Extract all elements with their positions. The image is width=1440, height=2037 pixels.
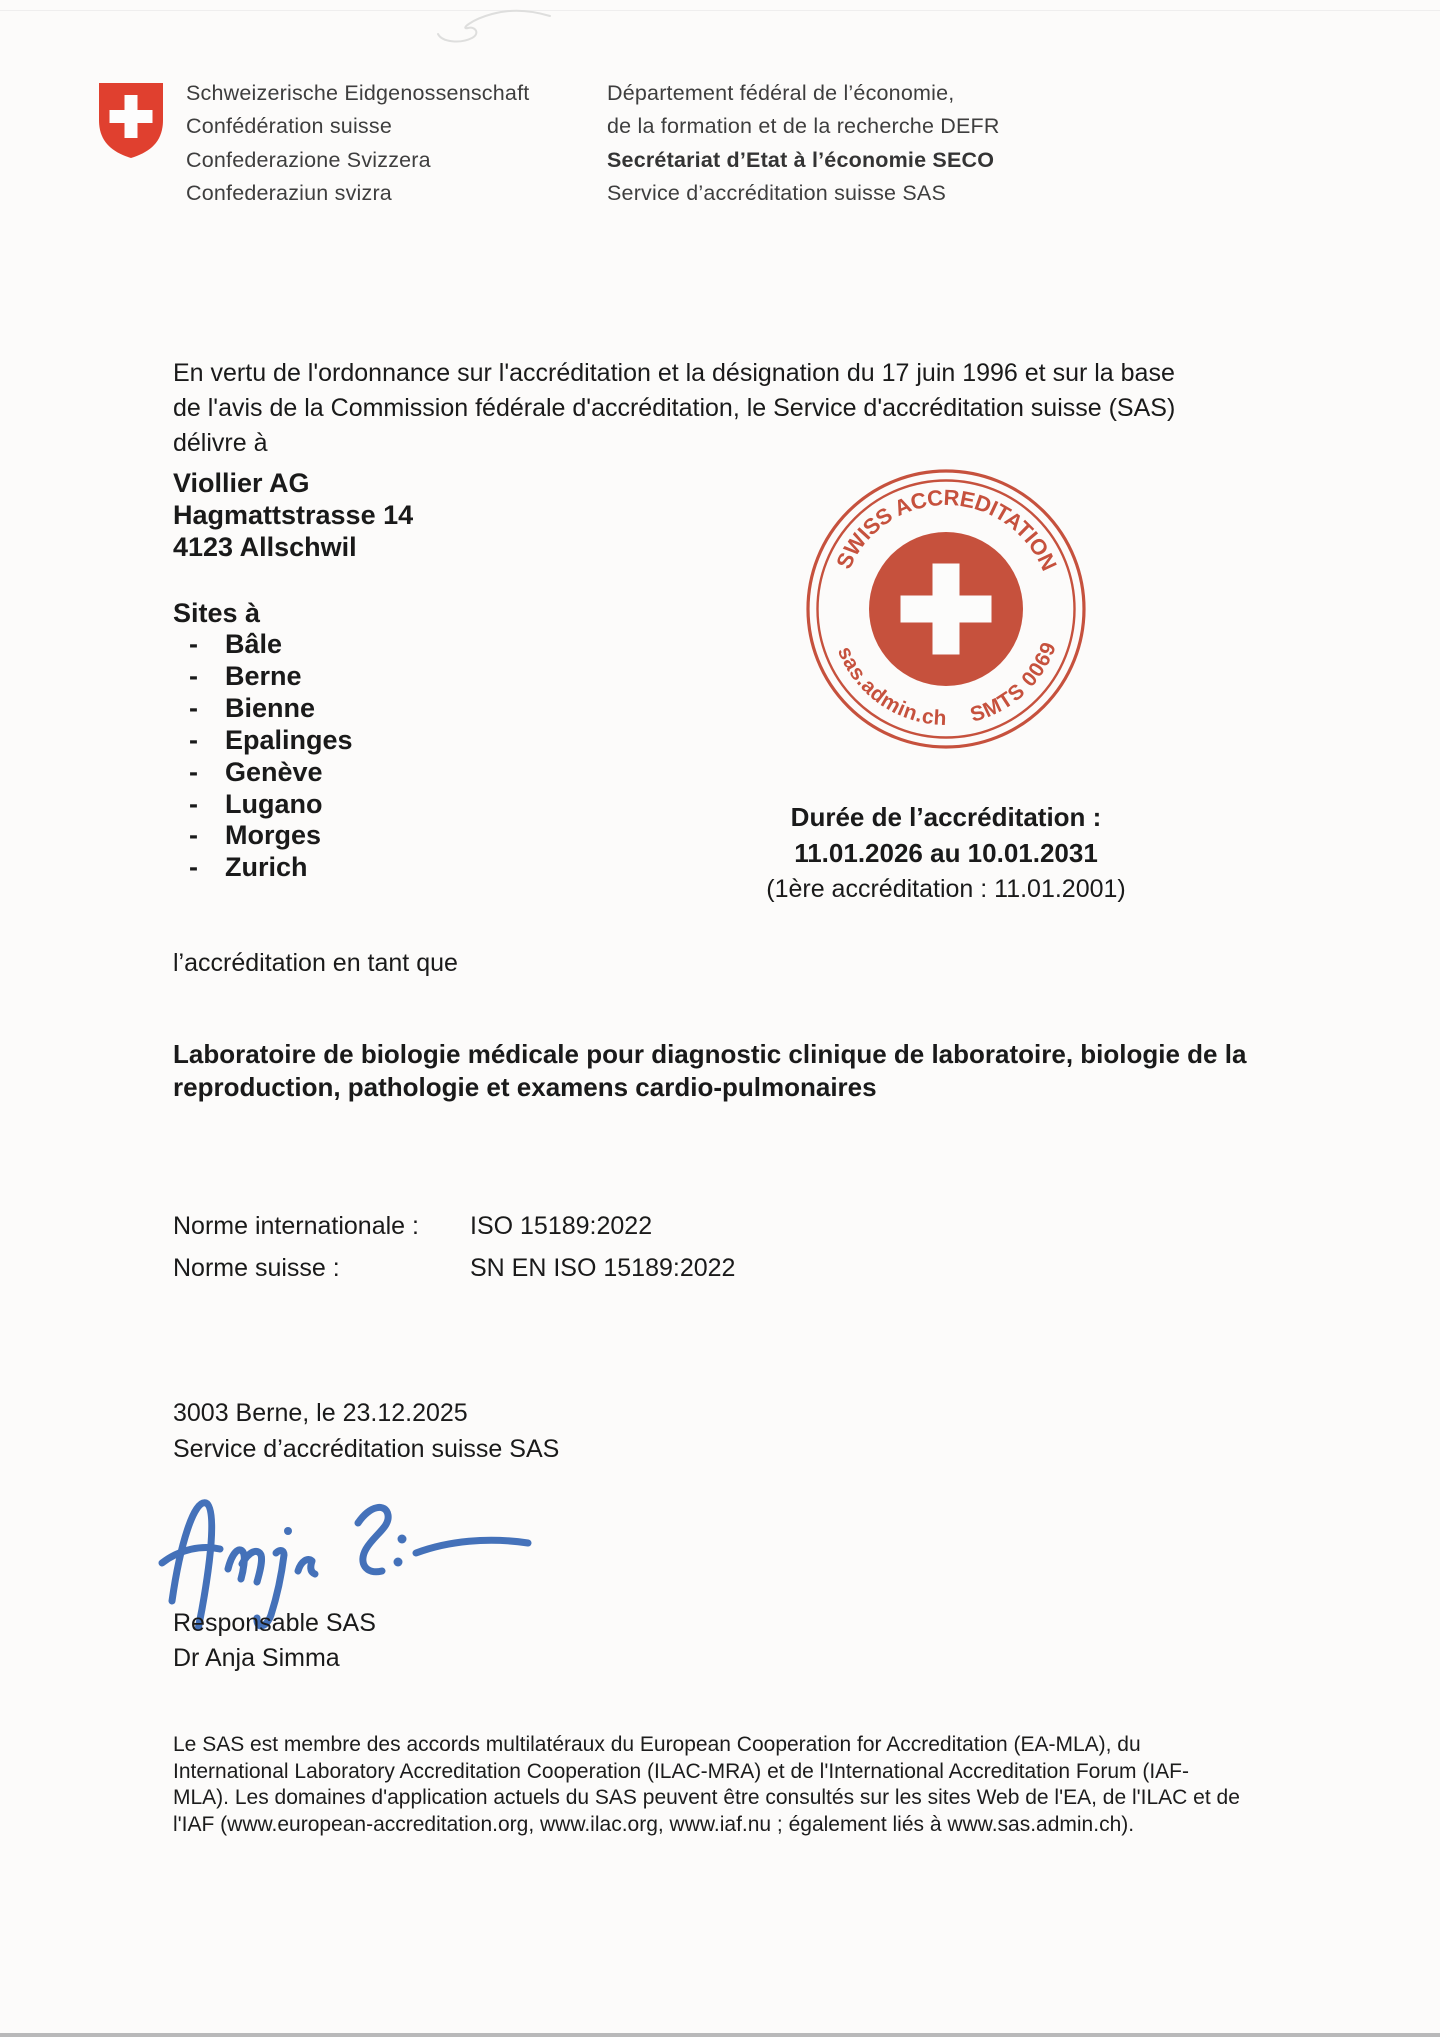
site-item	[173, 661, 353, 693]
signatory-role: Responsable SAS	[173, 1609, 376, 1637]
duration-title: Durée de l’accréditation :	[790, 802, 1102, 832]
department-line-sas: Service d’accréditation suisse SAS	[607, 181, 947, 206]
signatory-block	[173, 1606, 376, 1676]
list-dash: -	[189, 692, 198, 723]
department-line-seco: Secrétariat d’Etat à l’économie SECO	[607, 147, 995, 172]
seal-bottom-left-text: sas.admin.ch	[832, 643, 948, 731]
department-block	[607, 77, 1000, 211]
scan-artifact-bottom-line	[0, 2033, 1440, 2037]
list-dash: -	[189, 852, 198, 883]
norm-row	[173, 1214, 735, 1239]
norms-table	[173, 1214, 735, 1298]
confederation-block	[186, 77, 529, 211]
site-name: Bâle	[225, 629, 283, 659]
seal-bottom-right-text: SMTS 0069	[967, 638, 1062, 727]
signatory-name: Dr Anja Simma	[173, 1644, 340, 1672]
norm-row	[173, 1256, 735, 1281]
site-name: Berne	[225, 660, 302, 691]
sites-list	[173, 629, 353, 884]
duration-range: 11.01.2026 au 10.01.2031	[794, 838, 1098, 868]
site-name: Zurich	[225, 852, 308, 883]
company-city: 4123 Allschwil	[173, 531, 357, 562]
accreditation-clause: l’accréditation en tant que	[173, 949, 458, 977]
list-dash: -	[189, 788, 198, 819]
site-item	[173, 852, 353, 884]
accreditation-scope: Laboratoire de biologie médicale pour diagnostic clinique de laboratoire, biologie de la reproduction, pathologie et examens cardio-pulmonaires	[173, 1039, 1247, 1102]
site-item	[173, 693, 353, 725]
site-item	[173, 725, 353, 757]
site-item	[173, 789, 353, 821]
norm-value: SN EN ISO 15189:2022	[470, 1254, 736, 1282]
norm-label: Norme internationale :	[173, 1212, 419, 1240]
list-dash: -	[189, 660, 198, 691]
company-address	[173, 468, 413, 563]
norm-label: Norme suisse :	[173, 1254, 340, 1282]
issue-block	[173, 1395, 559, 1467]
site-name: Morges	[225, 820, 322, 851]
list-dash: -	[189, 820, 198, 851]
list-dash: -	[189, 756, 198, 787]
site-name: Lugano	[225, 788, 323, 819]
confederation-line: Confederaziun svizra	[186, 181, 392, 206]
confederation-line: Schweizerische Eidgenossenschaft	[186, 81, 530, 105]
site-name: Epalinges	[225, 724, 353, 755]
site-name: Genève	[225, 756, 323, 787]
intro-paragraph: En vertu de l'ordonnance sur l'accréditation et la désignation du 17 juin 1996 et sur la base de l'avis de la Commission fédérale d'accréditation, le Service d'accréditation suisse (SAS) délivre à	[173, 359, 1176, 457]
department-line: Département fédéral de l’économie,	[607, 81, 955, 105]
accreditation-seal	[804, 467, 1088, 751]
norm-value: ISO 15189:2022	[470, 1212, 653, 1240]
accreditation-duration	[640, 799, 1252, 908]
site-item	[173, 629, 353, 661]
swiss-coat-of-arms-icon	[95, 80, 167, 160]
confederation-line: Confederazione Svizzera	[186, 147, 431, 172]
footer-note: Le SAS est membre des accords multilatéraux du European Cooperation for Accreditation (EA-MLA), du International Laboratory Accreditation Cooperation (ILAC-MRA) et de l'International Accreditation Forum (IAF-MLA). Les domaines d'application actuels du SAS peuvent être consultés sur les sites Web de l'EA, de l'ILAC et de l'IAF (www.european-accreditation.org, www.ilac.org, www.iaf.nu ; également liés à www.sas.admin.ch).	[173, 1733, 1240, 1837]
seal-top-text: SWISS ACCREDITATION	[831, 484, 1062, 575]
company-name: Viollier AG	[173, 468, 310, 498]
site-name: Bienne	[225, 692, 316, 723]
list-dash: -	[189, 724, 198, 755]
company-street: Hagmattstrasse 14	[173, 499, 414, 530]
first-accreditation: (1ère accréditation : 11.01.2001)	[766, 875, 1126, 903]
scan-artifact-line	[0, 10, 1440, 11]
list-dash: -	[189, 629, 198, 659]
site-item	[173, 757, 353, 789]
place-date: 3003 Berne, le 23.12.2025	[173, 1399, 468, 1427]
sites-label: Sites à	[173, 598, 261, 628]
issuer: Service d’accréditation suisse SAS	[173, 1435, 560, 1463]
scan-artifact-squiggle	[430, 8, 560, 48]
department-line: de la formation et de la recherche DEFR	[607, 114, 1000, 139]
site-item	[173, 820, 353, 852]
confederation-line: Confédération suisse	[186, 114, 392, 139]
